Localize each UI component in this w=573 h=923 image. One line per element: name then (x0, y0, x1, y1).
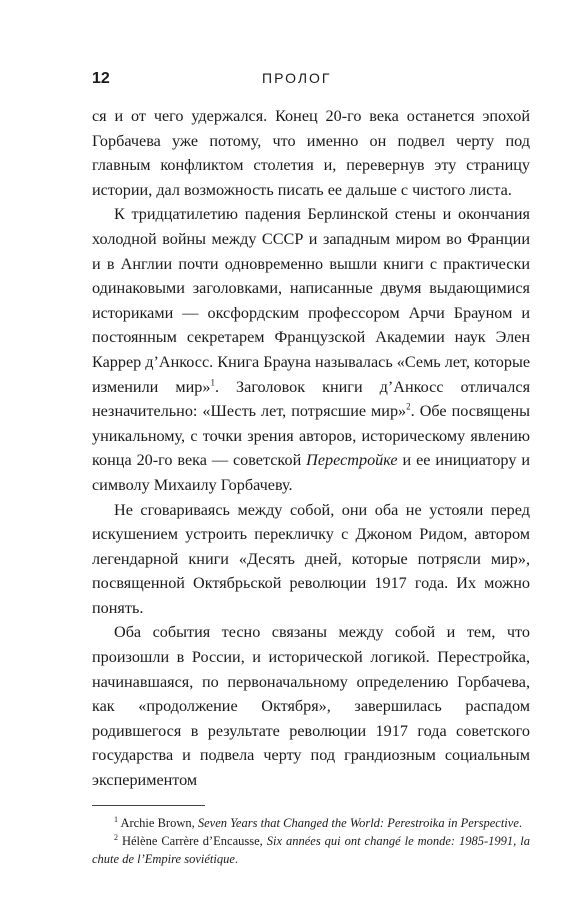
footnote-ref-2: 2 (406, 401, 411, 412)
footnote-2: $^2$ Hélène Carrère d’Encausse, Six années qui ont changé le monde: 1985-1991, la chute de l’Empire soviétique. (92, 832, 530, 866)
footnotes (92, 814, 530, 868)
page-number: 12 (92, 70, 110, 87)
paragraph-2: К тридцатилетию падения Берлинской стены и окончания холодной войны между СССР и западным миром во Франции и в Англии почти одновременно вышли книги с практически одинаковыми заголовками, написанные двумя выдающимися историками — оксфордским профессором Арчи Брауном и постоянным секретарем Французской Академии наук Элен Каррер д’Анкосс. Книга Брауна называлась «Семь лет, которые изменили мир»$^1$. Заголовок книги д’Анкосс отличался незначительно: «Шесть лет, потрясшие мир»$^2$. Обе посвящены уникальному, с точки зрения авторов, историческому явлению конца 20-го века — советской Перестройке и ее инициатору и символу Михаилу Горбачеву. (92, 205, 531, 494)
running-head: ПРОЛОГ (262, 70, 332, 86)
footnote-divider (92, 805, 205, 806)
body-text (92, 104, 530, 793)
paragraph-3: Не сговариваясь между собой, они оба не устояли перед искушением устроить перекличку с Джоном Ридом, автором легендарной книги «Десять дней, которые потрясли мир», посвященной Октябрьской революции 1917 года. Их можно понять. (92, 500, 530, 617)
paragraph-1: ся и от чего удержался. Конец 20-го века останется эпохой Горбачева уже потому, что именно он подвел черту под главным конфликтом столетия и, перевернув эту страницу истории, дал возможность писать ее дальше с чистого листа. (92, 107, 530, 199)
page-header (92, 70, 530, 96)
book-page (92, 70, 530, 868)
footnote-ref-1: 1 (210, 377, 215, 388)
italic-term: Перестройке (306, 451, 398, 470)
footnote-1: $^1$ Archie Brown, Seven Years that Changed the World: Perestroika in Perspective. (114, 814, 522, 830)
paragraph-4: Оба события тесно связаны между собой и тем, что произошли в России, и исторической логикой. Перестройка, начинавшаяся, по первоначальному определению Горбачева, как «продолжение Октября», завершилась распадом родившегося в результате революции 1917 года советского государства и подвела черту под грандиозным социальным экспериментом (92, 623, 530, 790)
